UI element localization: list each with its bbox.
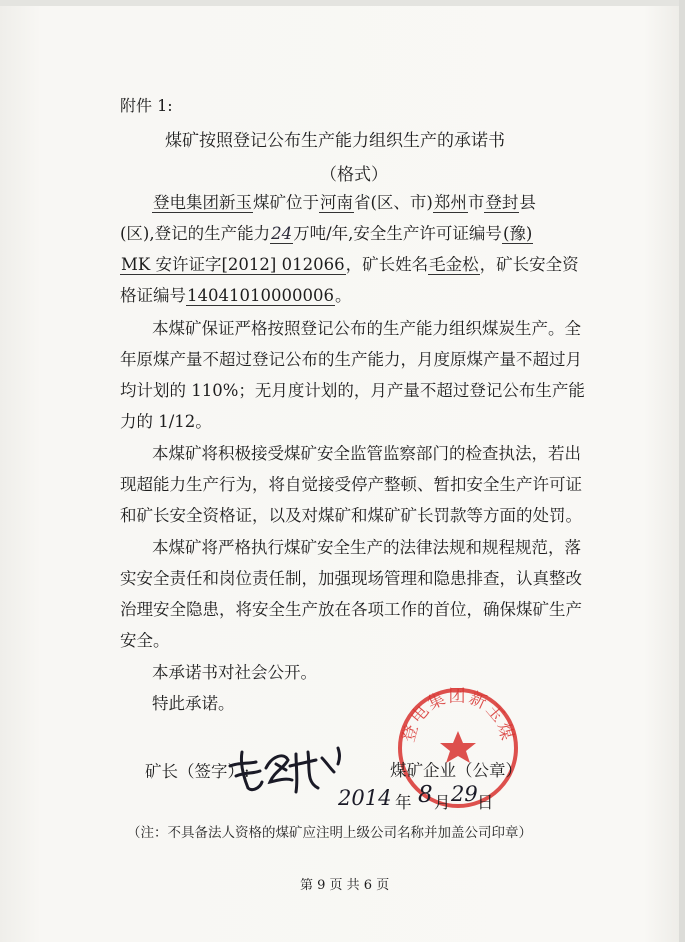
director-name: 毛金松	[429, 255, 479, 274]
date-month-value: 8	[418, 782, 433, 808]
paragraph-line: 本煤矿将严格执行煤矿安全生产的法律法规和规程规范，落	[152, 538, 581, 557]
paragraph-line: 力的 1/12。	[120, 412, 212, 431]
closing-statement: 特此承诺。	[152, 694, 235, 713]
page-number: 第 9 页 共 6 页	[300, 878, 390, 893]
paragraph-line: 现超能力生产行为，将自觉接受停产整顿、暂扣安全生产许可证	[120, 475, 582, 494]
date-month-label: 月	[434, 793, 451, 812]
paragraph-line: 治理安全隐患，将安全生产放在各项工作的首位，确保煤矿生产	[120, 600, 582, 619]
seal-star-icon	[440, 731, 476, 763]
public-statement: 本承诺书对社会公开。	[152, 663, 317, 682]
paragraph-line: 安全。	[120, 631, 170, 650]
scan-edge-right	[679, 0, 685, 942]
document-subtitle: （格式）	[320, 165, 388, 185]
signing-date	[338, 780, 498, 814]
paragraph-line: 本煤矿保证严格按照登记公布的生产能力组织煤炭生产。全	[152, 319, 581, 338]
paragraph-line: 年原煤产量不超过登记公布的生产能力，月度原煤产量不超过月	[120, 350, 582, 369]
director-signature	[226, 738, 356, 798]
date-day-value: 29	[451, 782, 478, 806]
date-year-label: 年	[395, 793, 412, 812]
certificate-number: 14041010000006	[187, 286, 334, 305]
paragraph-line: 本煤矿将积极接受煤矿安全监管监察部门的检查执法，若出	[152, 444, 581, 463]
city: 郑州	[433, 193, 467, 212]
license-number-prefix: (豫)	[502, 224, 533, 243]
footnote: （注：不具备法人资格的煤矿应注明上级公司名称并加盖公司印章）	[127, 825, 532, 841]
attachment-label: 附件 1:	[120, 96, 173, 115]
license-number: MK 安许证字[2012] 012066	[121, 255, 345, 274]
paragraph-4	[120, 537, 590, 653]
paragraph-1: 登电集团新玉煤矿位于河南省(区、市)郑州市登封县 (区),登记的生产能力24万吨/年,安全生产许可证编号(豫) MK 安许证字[2012] 012066，矿长姓名毛金松，矿长安全资 格证编号14041010000006。	[120, 193, 579, 305]
paragraph-line: 和矿长安全资格证，以及对煤矿和煤矿矿长罚款等方面的处罚。	[120, 506, 582, 525]
paragraph-2	[120, 318, 590, 434]
province: 河南	[320, 193, 353, 212]
scan-edge-top	[0, 0, 685, 6]
paragraph-line: 均计划的 110%；无月度计划的，月产量不超过登记公布生产能	[120, 381, 585, 400]
document-title: 煤矿按照登记公布生产能力组织生产的承诺书	[165, 131, 505, 151]
mine-name: 登电集团新玉	[153, 193, 252, 212]
date-year-value: 2014	[338, 786, 392, 810]
capacity-value: 24	[271, 224, 293, 243]
paragraph-line: 实安全责任和岗位责任制，加强现场管理和隐患排查，认真整改	[120, 569, 582, 588]
paragraph-3	[120, 443, 590, 529]
enterprise-seal-label: 煤矿企业（公章）	[390, 761, 522, 780]
seal-text: 登电集团新玉煤	[398, 686, 518, 745]
director-signature-label: 矿长（签字）:	[145, 762, 250, 781]
county: 登封	[485, 193, 519, 212]
date-day-label: 日	[477, 793, 494, 812]
